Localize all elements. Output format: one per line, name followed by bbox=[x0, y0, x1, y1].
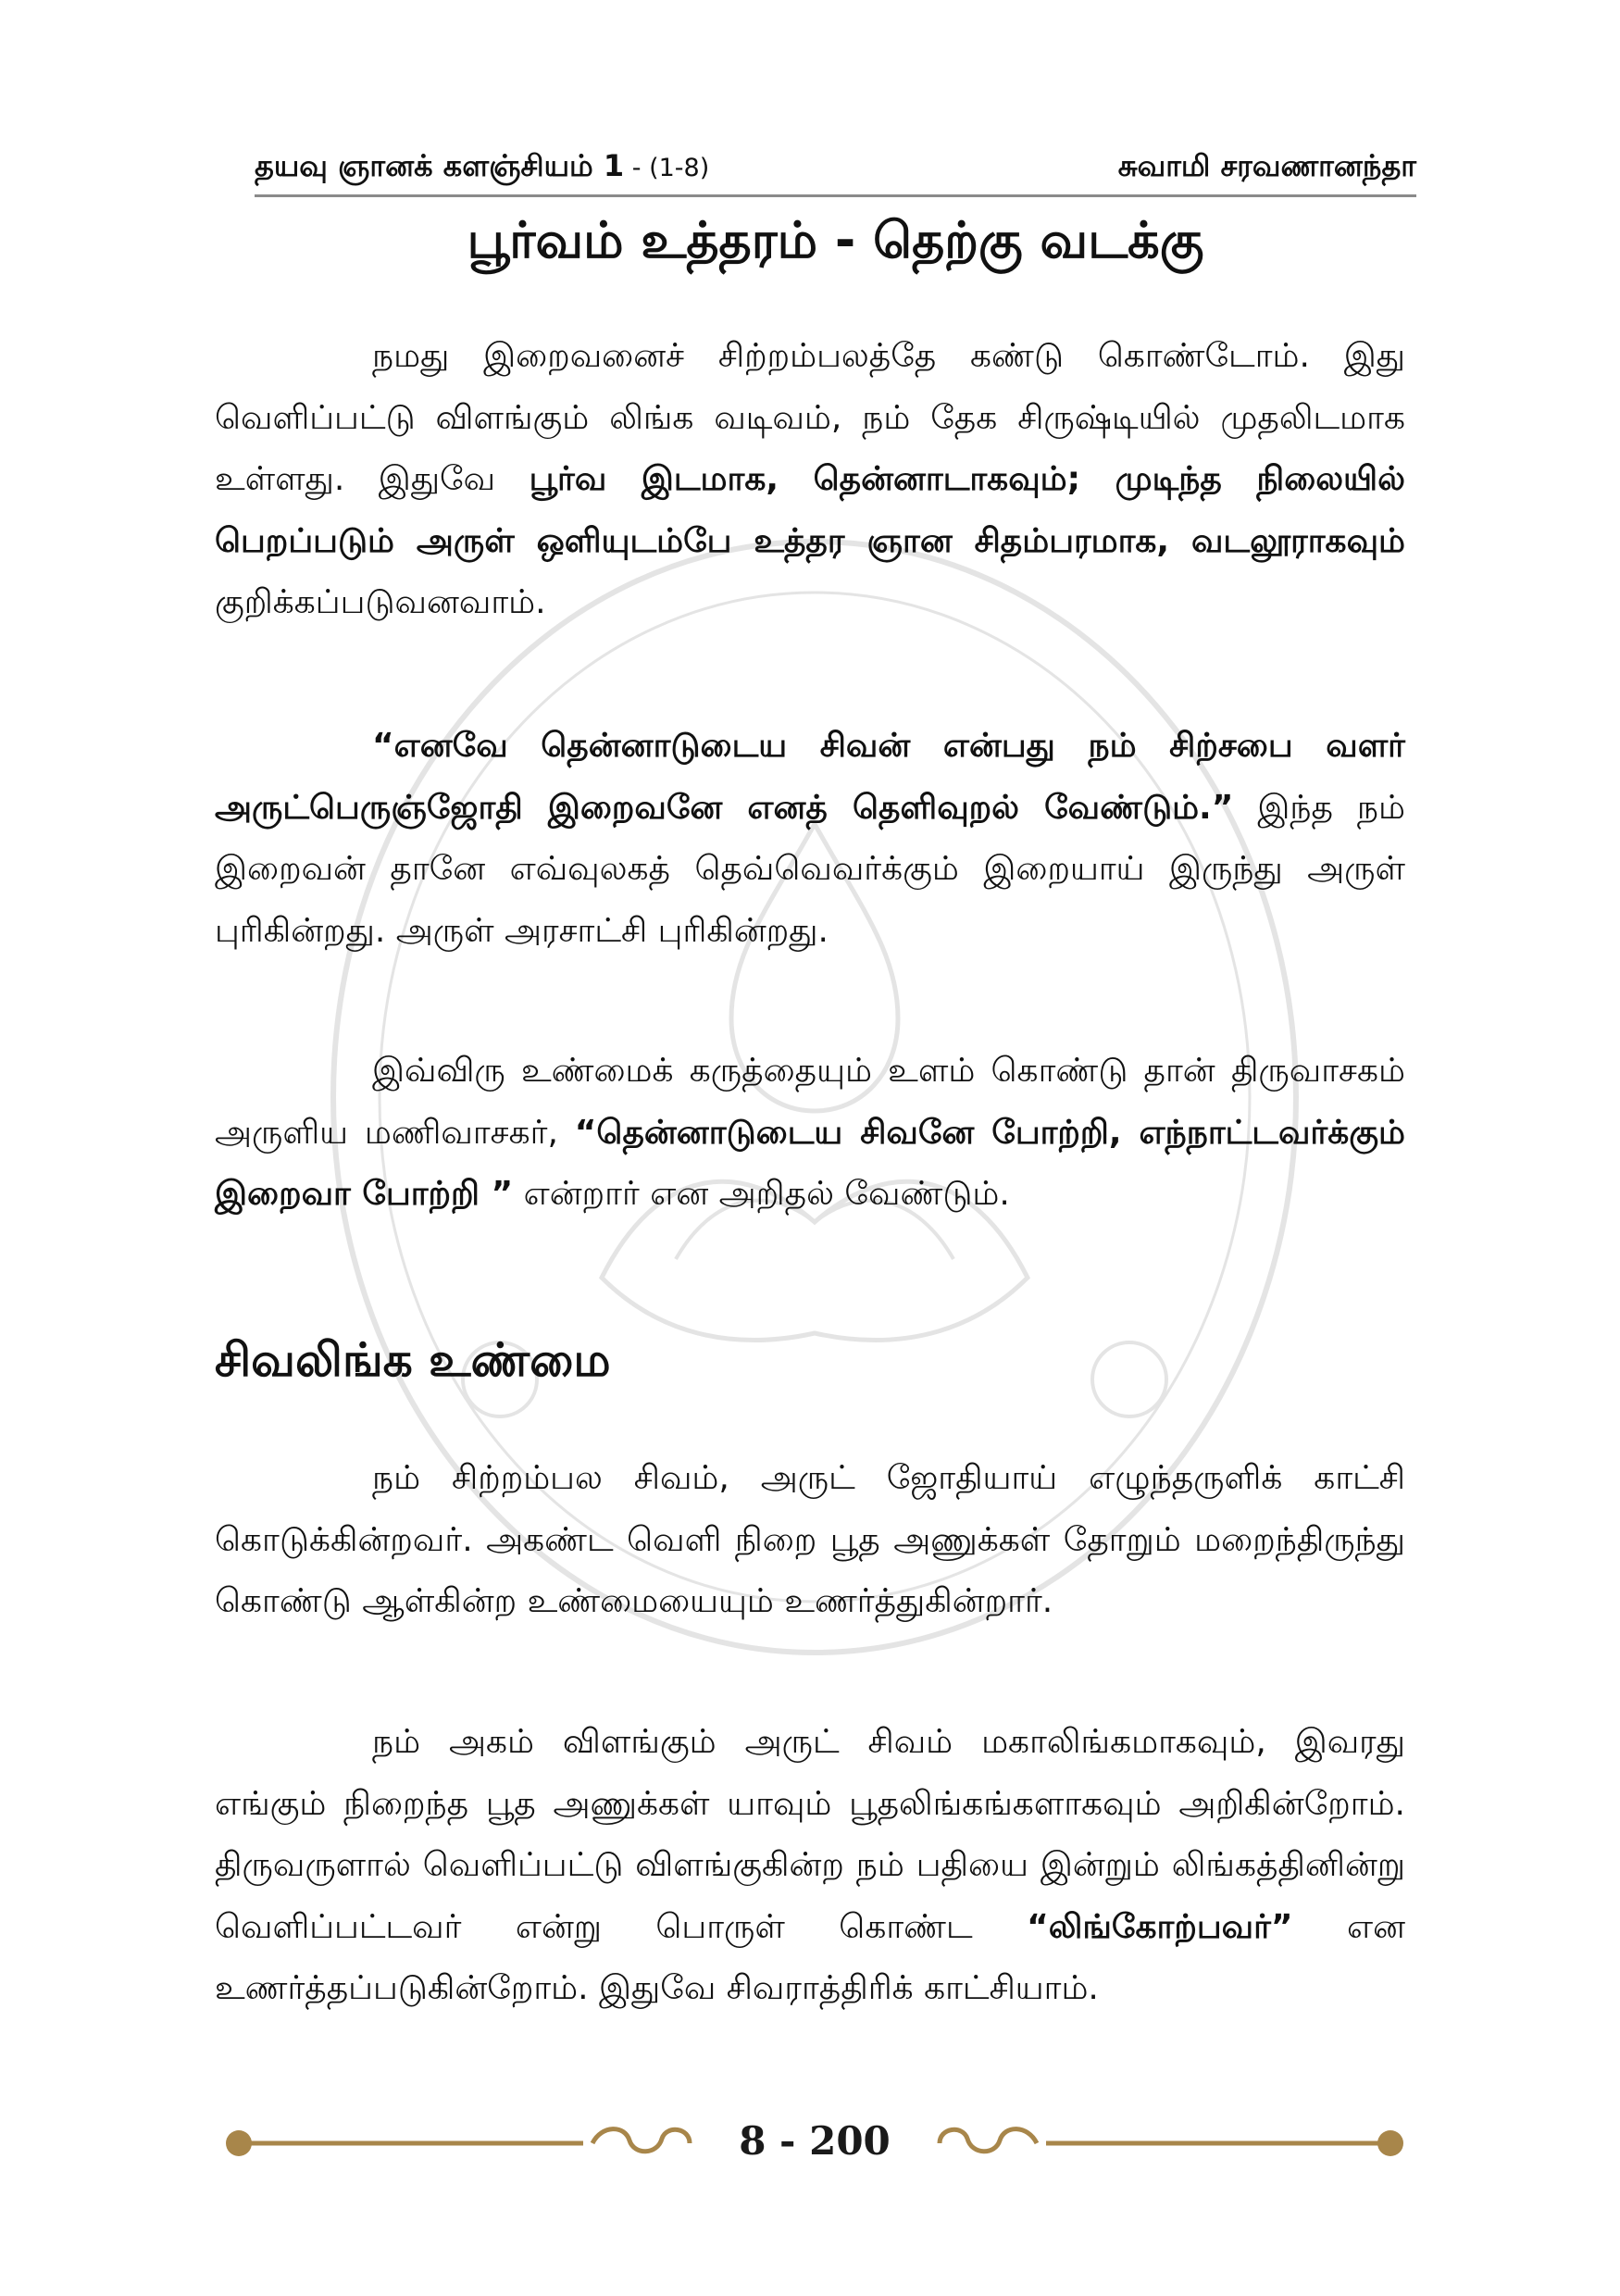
paragraph-3 bbox=[215, 1041, 1405, 1226]
paragraph-2-text-b: இந்த நம் இறைவன் தானே எவ்வுலகத் தெவ்வெவர்க்கும் இறையாய் இருந்து அருள் புரிகின்றது. அருள் அரசாட்சி புரிகின்றது. bbox=[215, 788, 1405, 950]
paragraph-3-text-a: இவ்விரு உண்மைக் கருத்தையும் உளம் கொண்டு தான் திருவாசகம் அருளிய மணிவாசகர், bbox=[215, 1052, 1405, 1152]
paragraph-5 bbox=[215, 1712, 1405, 2020]
header-book-title: தயவு ஞானக் களஞ்சியம் 1 - (1-8) bbox=[255, 148, 710, 183]
paragraph-3-text-bold: “தென்னாடுடைய சிவனே போற்றி, எந்நாட்டவர்க்கும் இறைவா போற்றி ” bbox=[215, 1113, 1405, 1213]
header-book-part: - (1-8) bbox=[624, 154, 710, 182]
page-number: 8 - 200 bbox=[739, 2118, 891, 2164]
paragraph-4 bbox=[215, 1448, 1405, 1633]
page-footer bbox=[222, 2111, 1407, 2176]
paragraph-1-text-bold: பூர்வ இடமாக, தென்னாடாகவும்; முடிந்த நிலையில் பெறப்படும் அருள் ஒளியுடம்பே உத்தர ஞான சிதம்பரமாக, வடலூராகவும் bbox=[215, 460, 1405, 560]
running-header bbox=[255, 148, 1416, 194]
paragraph-1-text-a: நமது இறைவனைச் சிற்றம்பலத்தே கண்டு கொண்டோம். இது வெளிப்பட்டு விளங்கும் லிங்க வடிவம், நம் தேக சிருஷ்டியில் முதலிடமாக உள்ளது. இதுவே bbox=[215, 337, 1405, 498]
paragraph-5-text-a: நம் அகம் விளங்கும் அருட் சிவம் மகாலிங்கமாகவும், இவரது எங்கும் நிறைந்த பூத அணுக்கள் யாவும் பூதலிங்கங்களாகவும் அறிகின்றோம். திருவருளால் வெளிப்பட்டு விளங்குகின்ற நம் பதியை இன்றும் லிங்கத்தினின்று வெளிப்பட்டவர் என்று பொருள் கொண்ட bbox=[215, 1723, 1405, 1946]
paragraph-1 bbox=[215, 326, 1405, 634]
page-title: பூர்வம் உத்தரம் - தெற்கு வடக்கு bbox=[467, 211, 1204, 269]
paragraph-2 bbox=[215, 716, 1405, 962]
header-divider bbox=[255, 194, 1416, 197]
paragraph-1-text-c: குறிக்கப்படுவனவாம். bbox=[215, 583, 546, 621]
section-heading: சிவலிங்க உண்மை bbox=[215, 1333, 611, 1387]
paragraph-4-text: நம் சிற்றம்பல சிவம், அருட் ஜோதியாய் எழுந்தருளிக் காட்சி கொடுக்கின்றவர். அகண்ட வெளி நிறை பூத அணுக்கள் தோறும் மறைந்திருந்து கொண்டு ஆள்கின்ற உண்மையையும் உணர்த்துகின்றார். bbox=[215, 1459, 1405, 1620]
paragraph-5-text-c: என உணர்த்தப்படுகின்றோம். இதுவே சிவராத்திரிக் காட்சியாம். bbox=[215, 1907, 1405, 2007]
paragraph-3-text-c: என்றார் என அறிதல் வேண்டும். bbox=[513, 1175, 1010, 1213]
header-author: சுவாமி சரவணானந்தா bbox=[1117, 148, 1416, 183]
paragraph-5-text-bold: “லிங்கோற்பவர்” bbox=[1027, 1907, 1293, 1946]
paragraph-2-text-bold: “எனவே தென்னாடுடைய சிவன் என்பது நம் சிற்சபை வளர் அருட்பெருஞ்ஜோதி இறைவனே எனத் தெளிவுறல் வேண்டும்.” bbox=[215, 727, 1405, 827]
